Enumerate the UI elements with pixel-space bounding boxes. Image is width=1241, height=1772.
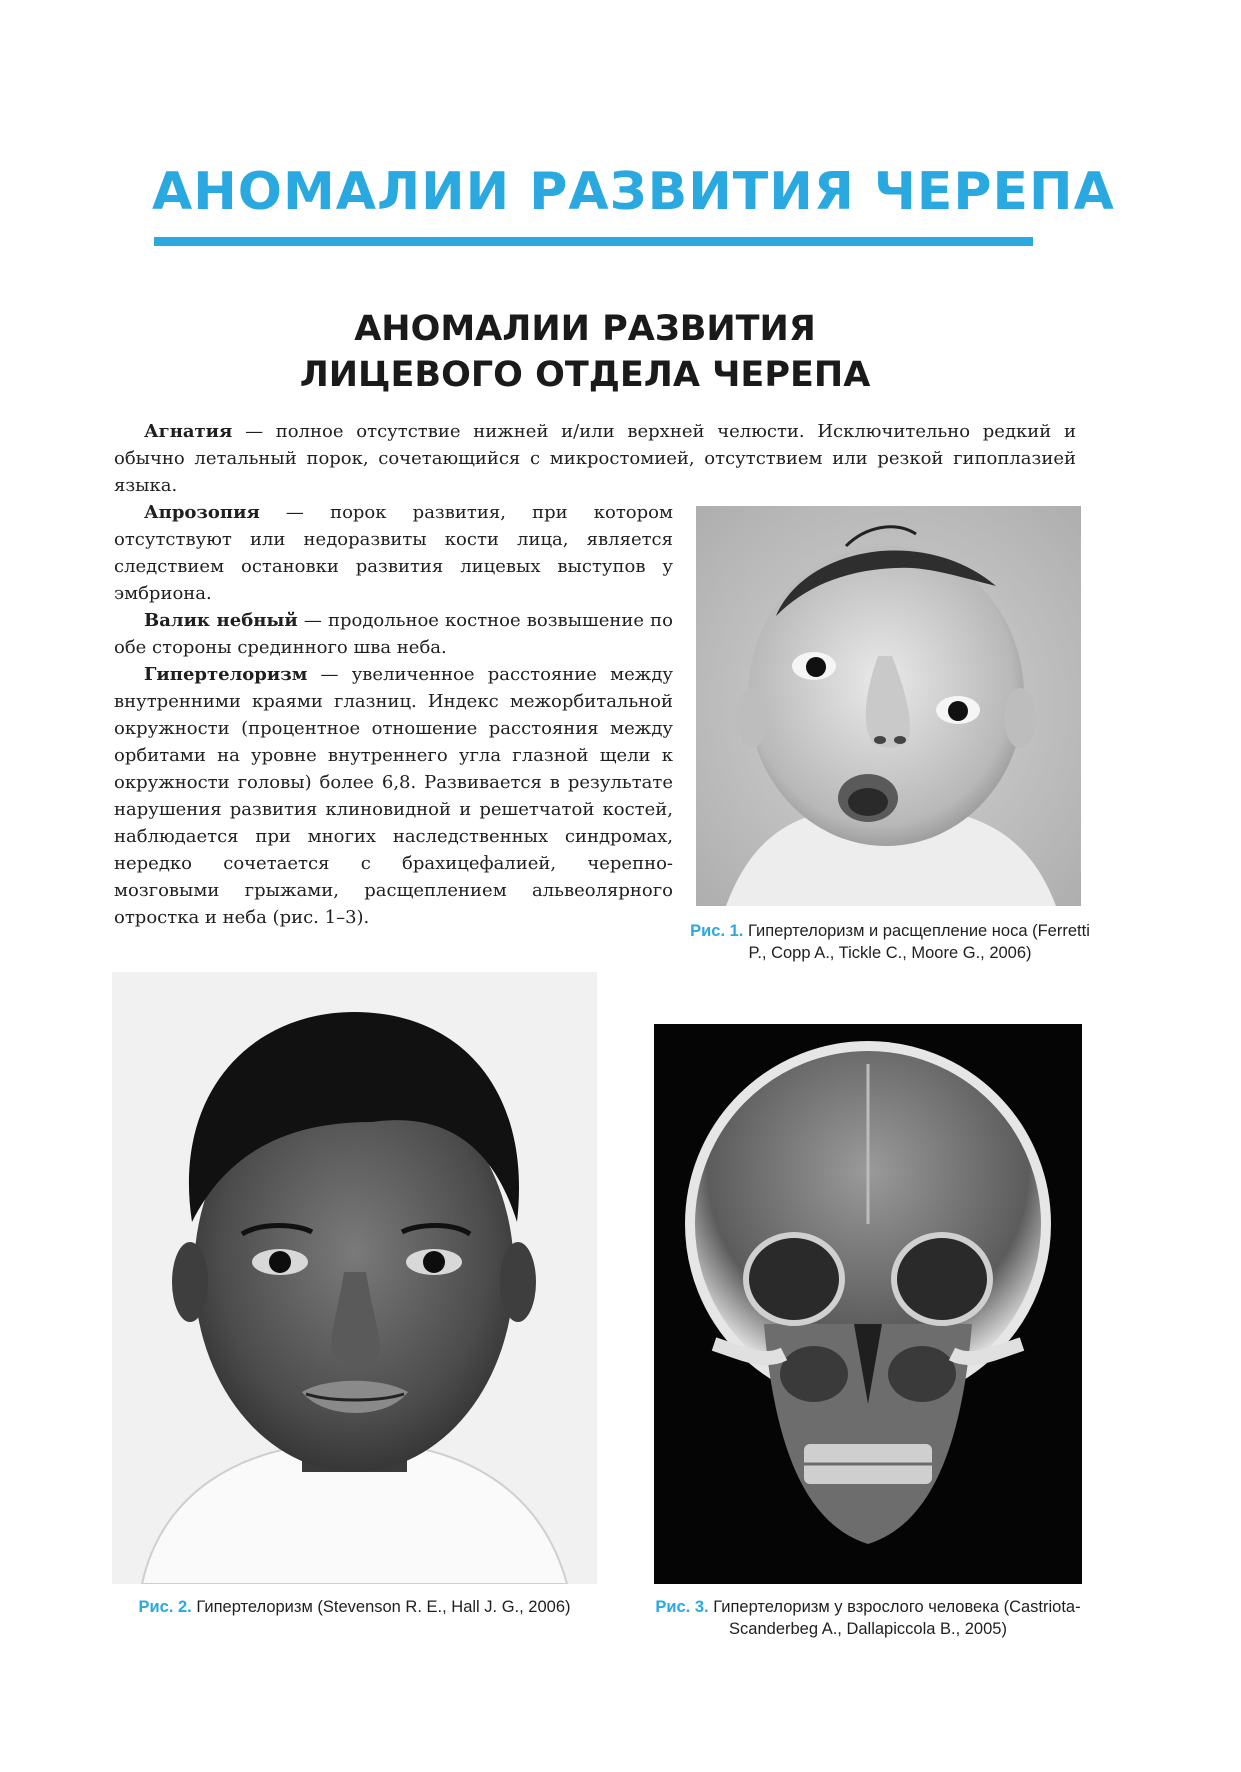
caption-text: Гипертелоризм и расщепление носа (Ferretti P., Copp A., Tickle C., Moore G., 2006) [747, 922, 1090, 962]
paragraph-palatine-torus [114, 607, 673, 661]
figure-label: Рис. 1. [690, 922, 744, 940]
caption-text: Гипертелоризм (Stevenson R. E., Hall J. G., 2006) [196, 1598, 571, 1616]
caption-text: Гипертелоризм у взрослого человека (Castriota-Scanderbeg A., Dallapiccola B., 2005) [713, 1598, 1081, 1638]
figure-label: Рис. 3. [655, 1598, 709, 1616]
figure-2-caption [112, 1596, 597, 1618]
figure-label: Рис. 2. [138, 1598, 192, 1616]
paragraph-aprosopia [114, 499, 673, 607]
title-underline [154, 237, 1033, 246]
term: Валик небный [144, 610, 298, 631]
term: Апрозопия [144, 502, 260, 523]
term: Гипертелоризм [144, 664, 308, 685]
chapter-title: АНОМАЛИИ РАЗВИТИЯ ЧЕРЕПА [152, 162, 1115, 222]
figure-3-xray [654, 1024, 1082, 1584]
definition: — порок развития, при котором отсутствуют или недоразвиты кости лица, является следствием остановки развития лицевых выступов у эмбриона. [114, 502, 673, 604]
figure-3-caption [640, 1596, 1096, 1640]
definition: — полное отсутствие нижней и/или верхней челюсти. Исключительно редкий и обычно летальный порок, сочетающийся с микростомией, отсутствием или резкой гипоплазией языка. [114, 421, 1076, 496]
paragraph-hypertelorism [114, 661, 673, 931]
figure-1-photo [696, 506, 1081, 906]
figure-2-photo [112, 972, 597, 1584]
term: Агнатия [144, 421, 233, 442]
section-title [150, 306, 1020, 398]
definition: — увеличенное расстояние между внутренними краями глазниц. Индекс межорбитальной окружности (процентное отношение расстояния между орбитами на уровне внутреннего угла глазной щели к окружности головы) более 6,8. Развивается в результате нарушения развития клиновидной и решетчатой костей, наблюдается при многих наследственных синдромах, нередко сочетается с брахицефалией, черепно-мозговыми грыжами, расщеплением альвеолярного отростка и неба (рис. 1–3). [114, 664, 673, 928]
definition: — продольное костное возвышение по обе стороны срединного шва неба. [114, 610, 673, 658]
section-title-line-1: АНОМАЛИИ РАЗВИТИЯ [354, 309, 816, 349]
paragraph-agnathia [114, 418, 1076, 499]
section-title-line-2: ЛИЦЕВОГО ОТДЕЛА ЧЕРЕПА [299, 355, 871, 395]
figure-1-caption [690, 920, 1090, 964]
